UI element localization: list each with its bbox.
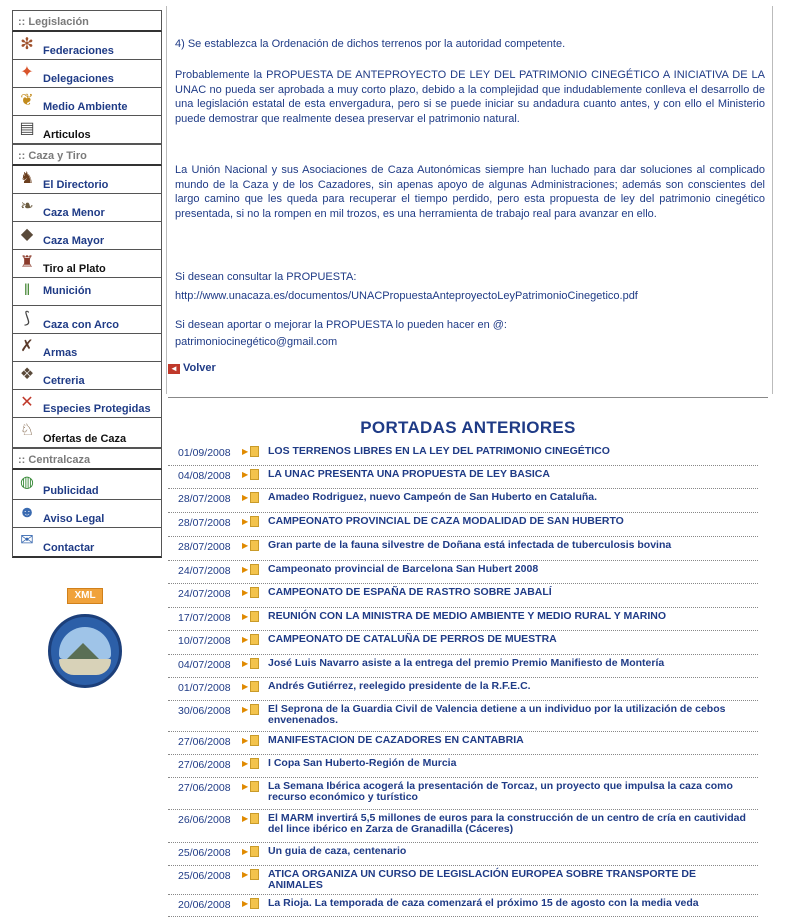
sidebar-item-caza-menor[interactable] bbox=[12, 194, 162, 222]
arrow-icon: ▶ bbox=[242, 447, 249, 456]
document-icon bbox=[250, 846, 259, 857]
news-title-link[interactable]: CAMPEONATO PROVINCIAL DE CAZA MODALIDAD DE SAN HUBERTO bbox=[268, 515, 624, 527]
sidebar-item-articulos[interactable] bbox=[12, 116, 162, 144]
news-date: 27/06/2008 bbox=[178, 782, 231, 794]
sidebar-item-especies-protegidas[interactable] bbox=[12, 390, 162, 418]
xml-feed-button[interactable]: XML bbox=[67, 588, 103, 604]
hunter-icon: ♞ bbox=[19, 170, 35, 187]
sidebar-item-armas[interactable] bbox=[12, 334, 162, 362]
sidebar-item-caza-con-arco[interactable] bbox=[12, 306, 162, 334]
news-date: 10/07/2008 bbox=[178, 635, 231, 647]
document-icon bbox=[250, 611, 259, 622]
arrow-icon: ▶ bbox=[242, 588, 249, 597]
news-title-link[interactable]: Campeonato provincial de Barcelona San Hubert 2008 bbox=[268, 563, 539, 575]
arrow-icon: ▶ bbox=[242, 635, 249, 644]
news-row[interactable] bbox=[168, 895, 758, 917]
document-icon bbox=[250, 634, 259, 645]
news-row[interactable] bbox=[168, 489, 758, 513]
document-icon bbox=[250, 587, 259, 598]
arrow-icon: ▶ bbox=[242, 682, 249, 691]
news-date: 25/06/2008 bbox=[178, 847, 231, 859]
sidebar-item-label: Caza Menor bbox=[43, 207, 105, 219]
boar-icon: ◆ bbox=[20, 226, 34, 243]
document-icon bbox=[250, 540, 259, 551]
arrow-icon: ▶ bbox=[242, 759, 249, 768]
document-icon bbox=[250, 446, 259, 457]
shotgun-icon: ✗ bbox=[20, 338, 34, 355]
news-row[interactable] bbox=[168, 655, 758, 678]
news-row[interactable] bbox=[168, 732, 758, 755]
document-icon bbox=[250, 898, 259, 909]
news-row[interactable] bbox=[168, 701, 758, 732]
news-row[interactable] bbox=[168, 537, 758, 561]
news-date: 04/07/2008 bbox=[178, 659, 231, 671]
sidebar-item-publicidad[interactable] bbox=[12, 470, 162, 500]
arrow-icon: ▶ bbox=[242, 612, 249, 621]
news-row[interactable] bbox=[168, 513, 758, 537]
document-icon bbox=[250, 735, 259, 746]
news-date: 17/07/2008 bbox=[178, 612, 231, 624]
leaf-icon: ❦ bbox=[20, 92, 34, 109]
sidebar-item-contactar[interactable] bbox=[12, 528, 162, 558]
arrow-icon: ▶ bbox=[242, 659, 249, 668]
bow-icon: ⟆ bbox=[23, 310, 31, 327]
document-icon bbox=[250, 813, 259, 824]
news-date: 27/06/2008 bbox=[178, 736, 231, 748]
article-paragraph-3: La Unión Nacional y sus Asociaciones de Caza Autonómicas siempre han luchado para dar soluciones al complicado mundo de la Caza y de los Cazadores, sin apenas apoyo de algunas Administraciones; además son conscientes del largo camino que les queda para recuperar el tiempo perdido, pero esta propuesta de ley del patrimonio cinegético presentada, si no la rompen en mil trozos, es una herramienta de trabajo real para avanzar en ello. bbox=[175, 164, 765, 220]
document-icon bbox=[250, 758, 259, 769]
section-heading-legislacion: :: Legislación bbox=[12, 10, 162, 32]
news-title-link[interactable]: REUNIÓN CON LA MINISTRA DE MEDIO AMBIENTE Y MEDIO RURAL Y MARINO bbox=[268, 610, 667, 622]
news-date: 01/09/2008 bbox=[178, 447, 231, 459]
sidebar-item-federaciones[interactable] bbox=[12, 32, 162, 60]
news-title-link[interactable]: José Luis Navarro asiste a la entrega del premio Premio Manifiesto de Montería bbox=[268, 657, 665, 669]
back-link-label: Volver bbox=[183, 362, 216, 374]
arrow-icon: ▶ bbox=[242, 736, 249, 745]
document-icon bbox=[250, 681, 259, 692]
cartridges-icon: ‖ bbox=[23, 282, 31, 299]
news-date: 04/08/2008 bbox=[178, 470, 231, 482]
sidebar-item-caza-mayor[interactable] bbox=[12, 222, 162, 250]
document-icon bbox=[250, 781, 259, 792]
arrow-icon: ▶ bbox=[242, 517, 249, 526]
sidebar-item-label: Federaciones bbox=[43, 45, 114, 57]
news-row[interactable] bbox=[168, 843, 758, 866]
arrow-icon: ▶ bbox=[242, 814, 249, 823]
news-date: 25/06/2008 bbox=[178, 870, 231, 882]
news-date: 28/07/2008 bbox=[178, 541, 231, 553]
section-divider bbox=[168, 397, 768, 398]
news-title-link[interactable]: Andrés Gutiérrez, reelegido presidente de la R.F.E.C. bbox=[268, 680, 531, 692]
map-icon: ✦ bbox=[20, 64, 34, 81]
arrow-icon: ▶ bbox=[242, 782, 249, 791]
sidebar-item-delegaciones[interactable] bbox=[12, 60, 162, 88]
news-date: 26/06/2008 bbox=[178, 814, 231, 826]
news-date: 28/07/2008 bbox=[178, 517, 231, 529]
sidebar-item-medio-ambiente[interactable] bbox=[12, 88, 162, 116]
sidebar-item-label: Ofertas de Caza bbox=[43, 433, 127, 445]
bug-icon: ✻ bbox=[20, 36, 34, 53]
sidebar bbox=[12, 10, 162, 558]
news-row[interactable] bbox=[168, 778, 758, 810]
proposal-pdf-link[interactable]: http://www.unacaza.es/documentos/UNACPropuestaAnteproyectoLeyPatrimonioCinegetico.pdf bbox=[175, 290, 638, 302]
document-icon bbox=[250, 469, 259, 480]
document-icon bbox=[250, 492, 259, 503]
deer-icon: ♘ bbox=[19, 422, 35, 439]
association-seal-logo bbox=[48, 614, 122, 688]
arrow-icon: ▶ bbox=[242, 847, 249, 856]
news-title-link[interactable]: ATICA ORGANIZA UN CURSO DE LEGISLACIÓN EUROPEA SOBRE TRANSPORTE DE ANIMALES bbox=[268, 868, 696, 891]
envelope-icon: ✉ bbox=[20, 532, 34, 549]
proposal-contribute-label: Si desean aportar o mejorar la PROPUESTA lo pueden hacer en @: bbox=[175, 319, 507, 331]
sidebar-item-label: Especies Protegidas bbox=[43, 403, 151, 415]
news-date: 30/06/2008 bbox=[178, 705, 231, 717]
sidebar-item-label: Aviso Legal bbox=[43, 513, 105, 525]
sidebar-item-label: Munición bbox=[43, 285, 92, 297]
news-row[interactable] bbox=[168, 678, 758, 701]
document-icon bbox=[250, 658, 259, 669]
sidebar-item-label: Cetreria bbox=[43, 375, 85, 387]
news-title-link[interactable]: LOS TERRENOS LIBRES EN LA LEY DEL PATRIMONIO CINEGÉTICO bbox=[268, 445, 610, 457]
sidebar-item-aviso-legal[interactable] bbox=[12, 500, 162, 528]
news-date: 24/07/2008 bbox=[178, 588, 231, 600]
news-row[interactable] bbox=[168, 584, 758, 608]
sidebar-item-label: Publicidad bbox=[43, 485, 99, 497]
globe-icon: ◍ bbox=[20, 474, 34, 491]
sidebar-item-ofertas-de-caza[interactable] bbox=[12, 418, 162, 448]
news-title-link[interactable]: CAMPEONATO DE ESPAÑA DE RASTRO SOBRE JABALÍ bbox=[268, 586, 552, 598]
news-date: 20/06/2008 bbox=[178, 899, 231, 911]
news-date: 01/07/2008 bbox=[178, 682, 231, 694]
news-title-link[interactable]: El MARM invertirá 5,5 millones de euros para la construcción de un centro de cría en cautividad del lince ibérico en Zarza de Granadilla (Cáceres) bbox=[268, 812, 746, 835]
news-row[interactable] bbox=[168, 466, 758, 489]
document-icon: ▤ bbox=[19, 120, 35, 137]
falcon-icon: ❖ bbox=[19, 366, 35, 383]
partridge-icon: ❧ bbox=[20, 198, 34, 215]
arrow-icon: ▶ bbox=[242, 705, 249, 714]
news-title-link[interactable]: La Rioja. La temporada de caza comenzará el próximo 15 de agosto con la media veda bbox=[268, 897, 699, 909]
crossed-out-icon: ✕ bbox=[20, 394, 34, 411]
sidebar-item-label: Tiro al Plato bbox=[43, 263, 106, 275]
sidebar-item-label: Delegaciones bbox=[43, 73, 114, 85]
news-title-link[interactable]: CAMPEONATO DE CATALUÑA DE PERROS DE MUESTRA bbox=[268, 633, 557, 645]
news-row[interactable] bbox=[168, 608, 758, 631]
document-icon bbox=[250, 516, 259, 527]
news-title-link[interactable]: I Copa San Huberto-Región de Murcia bbox=[268, 757, 457, 769]
content-right-border bbox=[772, 6, 773, 394]
sidebar-item-tiro-al-plato[interactable] bbox=[12, 250, 162, 278]
news-date: 28/07/2008 bbox=[178, 493, 231, 505]
arrow-icon: ▶ bbox=[242, 470, 249, 479]
document-icon bbox=[250, 869, 259, 880]
news-row[interactable] bbox=[168, 810, 758, 843]
news-title-link[interactable]: LA UNAC PRESENTA UNA PROPUESTA DE LEY BASICA bbox=[268, 468, 550, 480]
content-left-border bbox=[166, 6, 167, 394]
sidebar-item-label: Medio Ambiente bbox=[43, 101, 128, 113]
news-date: 27/06/2008 bbox=[178, 759, 231, 771]
previous-covers-list bbox=[168, 443, 758, 917]
news-title-link[interactable]: El Seprona de la Guardia Civil de Valencia detiene a un individuo por la utilización de cebos envenenados. bbox=[268, 703, 726, 726]
sidebar-item-el-directorio[interactable] bbox=[12, 166, 162, 194]
news-row[interactable] bbox=[168, 755, 758, 778]
news-date: 24/07/2008 bbox=[178, 565, 231, 577]
news-title-link[interactable]: La Semana Ibérica acogerá la presentación de Torcaz, un proyecto que impulsa la caza como recurso económico y turístico bbox=[268, 780, 733, 803]
news-row[interactable] bbox=[168, 561, 758, 584]
section-heading-centralcaza: :: Centralcaza bbox=[12, 448, 162, 470]
news-row[interactable] bbox=[168, 631, 758, 655]
article-paragraph-1: 4) Se establezca la Ordenación de dichos terrenos por la autoridad competente. bbox=[175, 38, 566, 50]
sidebar-item-label: Articulos bbox=[43, 129, 91, 141]
news-row[interactable] bbox=[168, 443, 758, 466]
arrow-icon: ▶ bbox=[242, 541, 249, 550]
news-row[interactable] bbox=[168, 866, 758, 895]
proposal-consult-label: Si desean consultar la PROPUESTA: bbox=[175, 271, 357, 283]
sidebar-item-cetreria[interactable] bbox=[12, 362, 162, 390]
shooter-icon: ♜ bbox=[19, 254, 35, 271]
people-icon: ☻ bbox=[18, 504, 36, 521]
back-arrow-icon: ◄ bbox=[168, 364, 180, 374]
news-title-link[interactable]: Amadeo Rodriguez, nuevo Campeón de San Huberto en Cataluña. bbox=[268, 491, 598, 503]
sidebar-item-label: Contactar bbox=[43, 542, 95, 554]
sidebar-item-label: Armas bbox=[43, 347, 78, 359]
sidebar-item-municion[interactable] bbox=[12, 278, 162, 306]
back-link[interactable] bbox=[168, 362, 216, 374]
arrow-icon: ▶ bbox=[242, 899, 249, 908]
article-paragraph-2: Probablemente la PROPUESTA DE ANTEPROYECTO DE LEY DEL PATRIMONIO CINEGÉTICO A INICIATIVA DE LA UNAC no pueda ser aprobada a muy corto plazo, debido a la complejidad que indudablemente conlleva el desarrollo de una legislación estatal de esta envergadura, pero si se puede iniciar su andadura cuanto antes, y con ello el Ministerio puede demostrar que realmente desea preservar el patrimonio natural. bbox=[175, 69, 765, 125]
section-heading-caza-y-tiro: :: Caza y Tiro bbox=[12, 144, 162, 166]
document-icon bbox=[250, 564, 259, 575]
news-title-link[interactable]: Un guia de caza, centenario bbox=[268, 845, 407, 857]
proposal-email-link[interactable]: patrimoniocinegético@gmail.com bbox=[175, 336, 338, 348]
news-title-link[interactable]: MANIFESTACION DE CAZADORES EN CANTABRIA bbox=[268, 734, 524, 746]
arrow-icon: ▶ bbox=[242, 565, 249, 574]
sidebar-item-label: Caza con Arco bbox=[43, 319, 120, 331]
news-title-link[interactable]: Gran parte de la fauna silvestre de Doñana está infectada de tuberculosis bovina bbox=[268, 539, 672, 551]
previous-covers-heading: PORTADAS ANTERIORES bbox=[360, 418, 576, 437]
sidebar-item-label: El Directorio bbox=[43, 179, 109, 191]
sidebar-item-label: Caza Mayor bbox=[43, 235, 105, 247]
arrow-icon: ▶ bbox=[242, 870, 249, 879]
arrow-icon: ▶ bbox=[242, 493, 249, 502]
document-icon bbox=[250, 704, 259, 715]
